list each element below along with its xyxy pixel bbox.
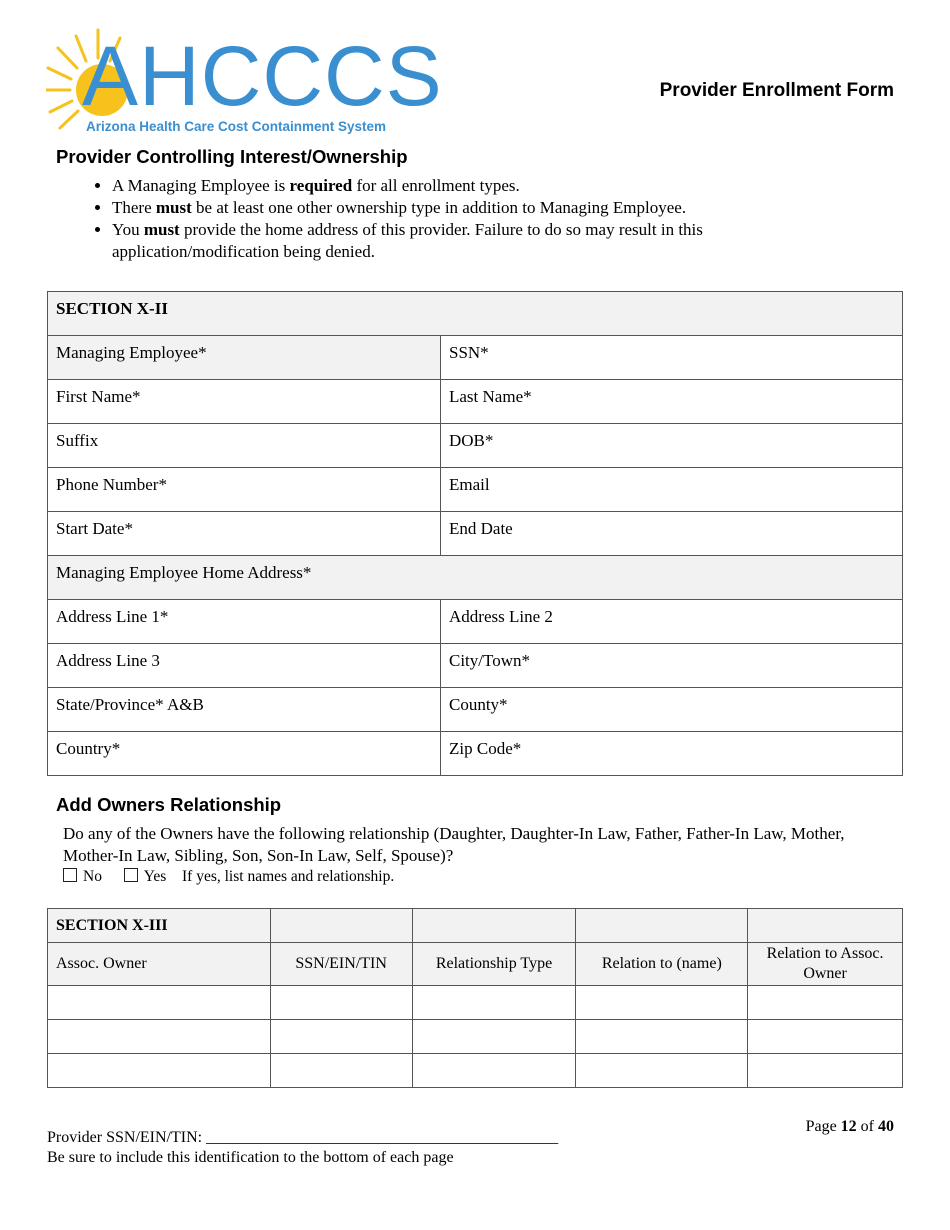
table-cell[interactable]: [48, 1020, 271, 1054]
address-line-2-field[interactable]: Address Line 2: [441, 600, 903, 644]
table-row: [48, 468, 903, 512]
owners-relationship-heading: Add Owners Relationship: [56, 794, 282, 815]
address-line-3-field[interactable]: Address Line 3: [48, 644, 441, 688]
table-cell[interactable]: [576, 1020, 748, 1054]
ssn-field[interactable]: SSN*: [441, 336, 903, 380]
start-date-field[interactable]: Start Date*: [48, 512, 441, 556]
table-cell[interactable]: [748, 1054, 903, 1088]
section-x3-table: [47, 908, 903, 1088]
city-town-field[interactable]: City/Town*: [441, 644, 903, 688]
form-title: Provider Enrollment Form: [659, 80, 894, 101]
address-line-1-field[interactable]: Address Line 1*: [48, 600, 441, 644]
table-cell[interactable]: [412, 986, 576, 1020]
yes-checkbox[interactable]: [124, 868, 138, 882]
table-row: [48, 1054, 903, 1088]
ahcccs-logo: [46, 28, 443, 138]
table-cell[interactable]: [748, 986, 903, 1020]
list-item: • There must be at least one other ownership type in addition to Managing Employee.: [112, 197, 872, 219]
table-row: [48, 644, 903, 688]
ownership-heading: Provider Controlling Interest/Ownership: [56, 146, 408, 167]
table-row: [48, 600, 903, 644]
table-cell[interactable]: [412, 1020, 576, 1054]
table-row: [48, 380, 903, 424]
dob-field[interactable]: DOB*: [441, 424, 903, 468]
table-cell[interactable]: [576, 1054, 748, 1088]
section-x2-title: SECTION X-II: [48, 292, 903, 336]
table-cell[interactable]: [270, 986, 412, 1020]
suffix-field[interactable]: Suffix: [48, 424, 441, 468]
relationship-question: Do any of the Owners have the following relationship (Daughter, Daughter-In Law, Father, Father-In Law, Mother, Mother-In Law, Sibling, Son, Son-In Law, Self, Spouse)?: [63, 824, 845, 865]
page-number: Page 12 of 40: [805, 1118, 894, 1135]
table-row: [48, 424, 903, 468]
first-name-field[interactable]: First Name*: [48, 380, 441, 424]
home-address-header: Managing Employee Home Address*: [48, 556, 903, 600]
table-cell[interactable]: [48, 986, 271, 1020]
list-item: • You must provide the home address of this provider. Failure to do so may result in this application/modification being denied.: [112, 219, 872, 263]
logo-wordmark: AHCCCS: [82, 29, 443, 123]
relationship-checkboxes: [63, 868, 394, 886]
no-checkbox[interactable]: [63, 868, 77, 882]
end-date-field[interactable]: End Date: [441, 512, 903, 556]
table-cell[interactable]: [270, 1054, 412, 1088]
table-row: [48, 688, 903, 732]
table-cell[interactable]: [576, 986, 748, 1020]
provider-id-line: Provider SSN/EIN/TIN: ____________________________________________: [47, 1129, 559, 1146]
table-cell[interactable]: [270, 1020, 412, 1054]
yes-label: Yes: [143, 868, 167, 885]
managing-employee-field[interactable]: Managing Employee*: [48, 336, 441, 380]
state-province-field[interactable]: State/Province* A&B: [48, 688, 441, 732]
requirements-list: [82, 175, 872, 263]
column-header-relation-to-assoc-owner: Relation to Assoc. Owner: [748, 943, 903, 986]
table-row: [48, 732, 903, 776]
footer-reminder: Be sure to include this identification to the bottom of each page: [47, 1149, 454, 1166]
table-row: [48, 1020, 903, 1054]
table-cell[interactable]: [748, 1020, 903, 1054]
footer-identification: [47, 1128, 558, 1168]
no-label: No: [83, 868, 102, 885]
table-row: [48, 512, 903, 556]
table-row: [48, 336, 903, 380]
column-header-relation-to-name: Relation to (name): [576, 943, 748, 986]
table-cell[interactable]: [48, 1054, 271, 1088]
logo-subtitle: Arizona Health Care Cost Containment System: [86, 119, 387, 134]
column-header-relationship-type: Relationship Type: [412, 943, 576, 986]
column-header-assoc-owner: Assoc. Owner: [48, 943, 271, 986]
table-row: [48, 986, 903, 1020]
list-item: • A Managing Employee is required for all enrollment types.: [112, 175, 872, 197]
zip-code-field[interactable]: Zip Code*: [441, 732, 903, 776]
phone-number-field[interactable]: Phone Number*: [48, 468, 441, 512]
relationship-instruction: If yes, list names and relationship.: [182, 868, 395, 885]
email-field[interactable]: Email: [441, 468, 903, 512]
section-x2-table: [47, 291, 903, 776]
table-cell[interactable]: [412, 1054, 576, 1088]
column-header-ssn-ein-tin: SSN/EIN/TIN: [270, 943, 412, 986]
county-field[interactable]: County*: [441, 688, 903, 732]
last-name-field[interactable]: Last Name*: [441, 380, 903, 424]
country-field[interactable]: Country*: [48, 732, 441, 776]
section-x3-title: SECTION X-III: [48, 909, 271, 943]
